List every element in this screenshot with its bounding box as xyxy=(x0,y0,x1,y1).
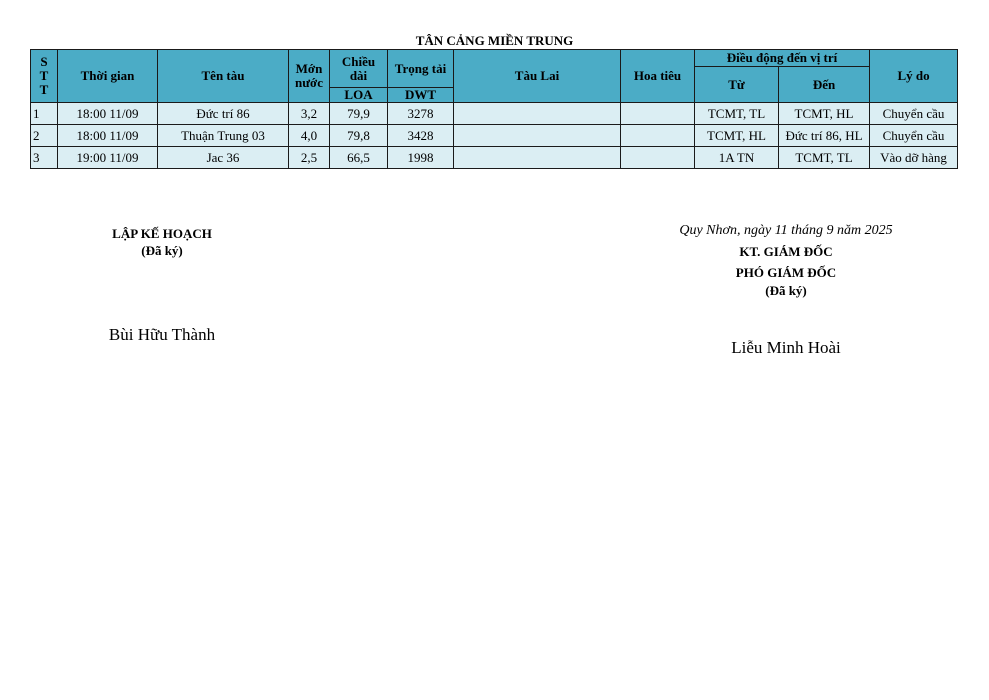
cell-from: 1A TN xyxy=(695,147,779,169)
planner-role: LẬP KẾ HOẠCH xyxy=(112,226,212,241)
cell-stt: 2 xyxy=(31,125,58,147)
ship-movement-table xyxy=(30,49,958,169)
header-tonnage-unit: DWT xyxy=(388,88,454,103)
cell-to: TCMT, HL xyxy=(779,103,870,125)
header-move-group: Điều động đến vị trí xyxy=(695,50,870,67)
planner-name: Bùi Hữu Thành xyxy=(108,325,216,344)
document-title: TÂN CẢNG MIỀN TRUNG xyxy=(415,33,574,48)
header-row-1 xyxy=(31,50,958,67)
table-row xyxy=(31,147,958,169)
cell-tug xyxy=(454,125,621,147)
cell-draft: 2,5 xyxy=(289,147,330,169)
cell-tug xyxy=(454,147,621,169)
table-row xyxy=(31,125,958,147)
header-tonnage: Trọng tải xyxy=(388,50,454,88)
cell-from: TCMT, TL xyxy=(695,103,779,125)
planner-signed-status: (Đã ký) xyxy=(141,243,183,258)
header-tug: Tàu Lai xyxy=(454,50,621,103)
cell-time: 18:00 11/09 xyxy=(58,103,158,125)
cell-pilot xyxy=(621,103,695,125)
cell-draft: 4,0 xyxy=(289,125,330,147)
cell-time: 19:00 11/09 xyxy=(58,147,158,169)
cell-time: 18:00 11/09 xyxy=(58,125,158,147)
header-draft xyxy=(289,50,330,103)
cell-to: Đức trí 86, HL xyxy=(779,125,870,147)
header-from: Từ xyxy=(695,67,779,103)
header-length-label: Chiều dài xyxy=(341,53,376,83)
cell-ship-name: Jac 36 xyxy=(158,147,289,169)
header-to: Đến xyxy=(779,67,870,103)
cell-dwt: 3278 xyxy=(388,103,454,125)
table-row xyxy=(31,103,958,125)
cell-from: TCMT, HL xyxy=(695,125,779,147)
header-reason: Lý do xyxy=(870,50,958,103)
cell-stt: 3 xyxy=(31,147,58,169)
cell-reason: Chuyển cầu xyxy=(870,103,958,125)
place-date-line: Quy Nhơn, ngày 11 tháng 9 năm 2025 xyxy=(679,223,893,238)
director-name: Liễu Minh Hoài xyxy=(731,338,841,357)
cell-ship-name: Đức trí 86 xyxy=(158,103,289,125)
header-time: Thời gian xyxy=(58,50,158,103)
cell-reason: Chuyển cầu xyxy=(870,125,958,147)
cell-to: TCMT, TL xyxy=(779,147,870,169)
header-stt-label: S T T xyxy=(39,54,49,97)
cell-reason: Vào dỡ hàng xyxy=(870,147,958,169)
header-stt xyxy=(31,50,58,103)
header-length-unit: LOA xyxy=(330,88,388,103)
cell-stt: 1 xyxy=(31,103,58,125)
cell-draft: 3,2 xyxy=(289,103,330,125)
cell-dwt: 1998 xyxy=(388,147,454,169)
header-draft-label: Mớn nước xyxy=(295,61,323,90)
director-role-line-2: PHÓ GIÁM ĐỐC xyxy=(735,265,837,280)
cell-loa: 79,8 xyxy=(330,125,388,147)
cell-pilot xyxy=(621,147,695,169)
director-signed-status: (Đã ký) xyxy=(765,283,807,298)
cell-loa: 66,5 xyxy=(330,147,388,169)
header-length xyxy=(330,50,388,88)
cell-loa: 79,9 xyxy=(330,103,388,125)
cell-pilot xyxy=(621,125,695,147)
header-ship-name: Tên tàu xyxy=(158,50,289,103)
cell-tug xyxy=(454,103,621,125)
cell-dwt: 3428 xyxy=(388,125,454,147)
cell-ship-name: Thuận Trung 03 xyxy=(158,125,289,147)
header-pilot: Hoa tiêu xyxy=(621,50,695,103)
director-role-line-1: KT. GIÁM ĐỐC xyxy=(739,244,833,259)
